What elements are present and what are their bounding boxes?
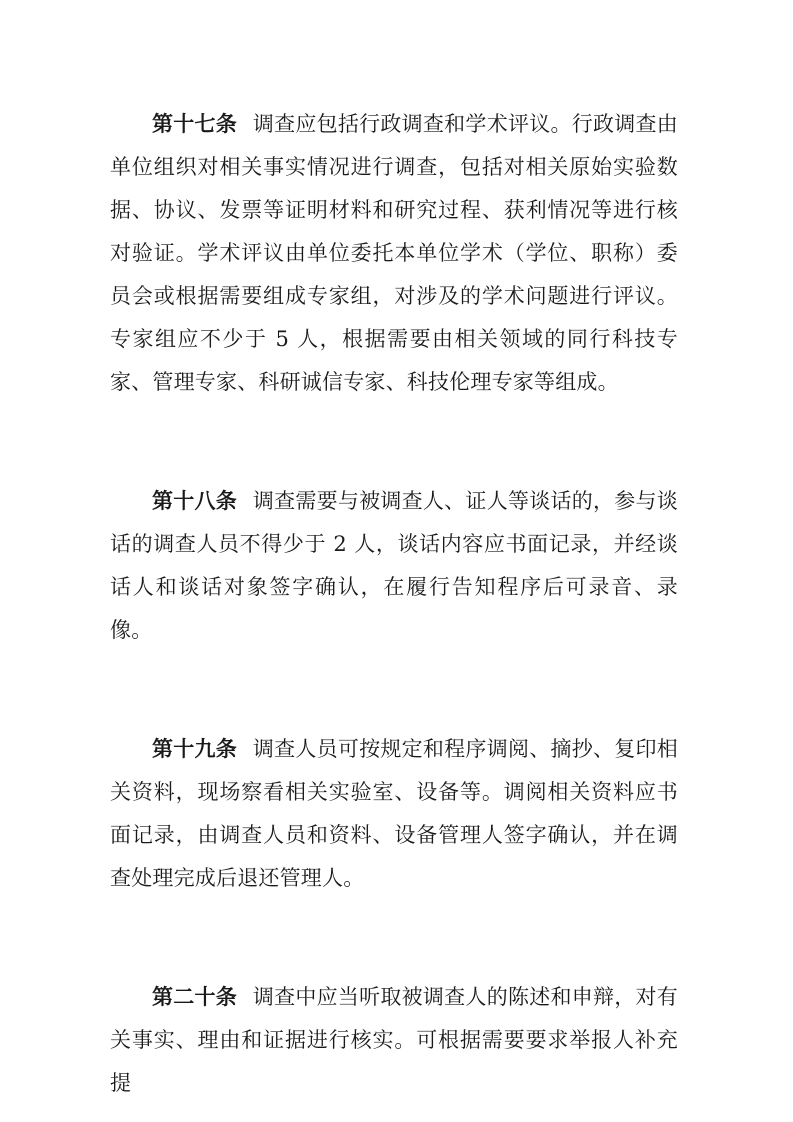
article-20-text: 调查中应当听取被调查人的陈述和申辩，对有关事实、理由和证据进行核实。可根据需要要求举报人补充提 [110, 985, 678, 1095]
article-17-number: 第十七条 [152, 111, 238, 136]
document-text-block [110, 102, 678, 1105]
paragraph-article-18 [110, 479, 678, 652]
article-17-text: 调查应包括行政调查和学术评议。行政调查由单位组织对相关事实情况进行调查，包括对相关原始实验数据、协议、发票等证明材料和研究过程、获利情况等进行核对验证。学术评议由单位委托本单位学术（学位、职称）委员会或根据需要组成专家组，对涉及的学术问题进行评议。专家组应不少于 5 人，根据需要由相关领域的同行科技专家、管理专家、科研诚信专家、科技伦理专家等组成。 [110, 112, 678, 394]
article-19-text: 调查人员可按规定和程序调阅、摘抄、复印相关资料，现场察看相关实验室、设备等。调阅相关资料应书面记录，由调查人员和资料、设备管理人签字确认，并在调查处理完成后退还管理人。 [110, 737, 678, 890]
article-18-number: 第十八条 [152, 488, 238, 513]
article-19-number: 第十九条 [152, 736, 238, 761]
paragraph-article-20 [110, 975, 678, 1105]
article-18-text: 调查需要与被调查人、证人等谈话的，参与谈话的调查人员不得少于 2 人，谈话内容应书面记录，并经谈话人和谈话对象签字确认，在履行告知程序后可录音、录像。 [110, 489, 678, 642]
article-20-number: 第二十条 [152, 984, 238, 1009]
paragraph-article-17 [110, 102, 678, 404]
paragraph-article-19 [110, 727, 678, 900]
